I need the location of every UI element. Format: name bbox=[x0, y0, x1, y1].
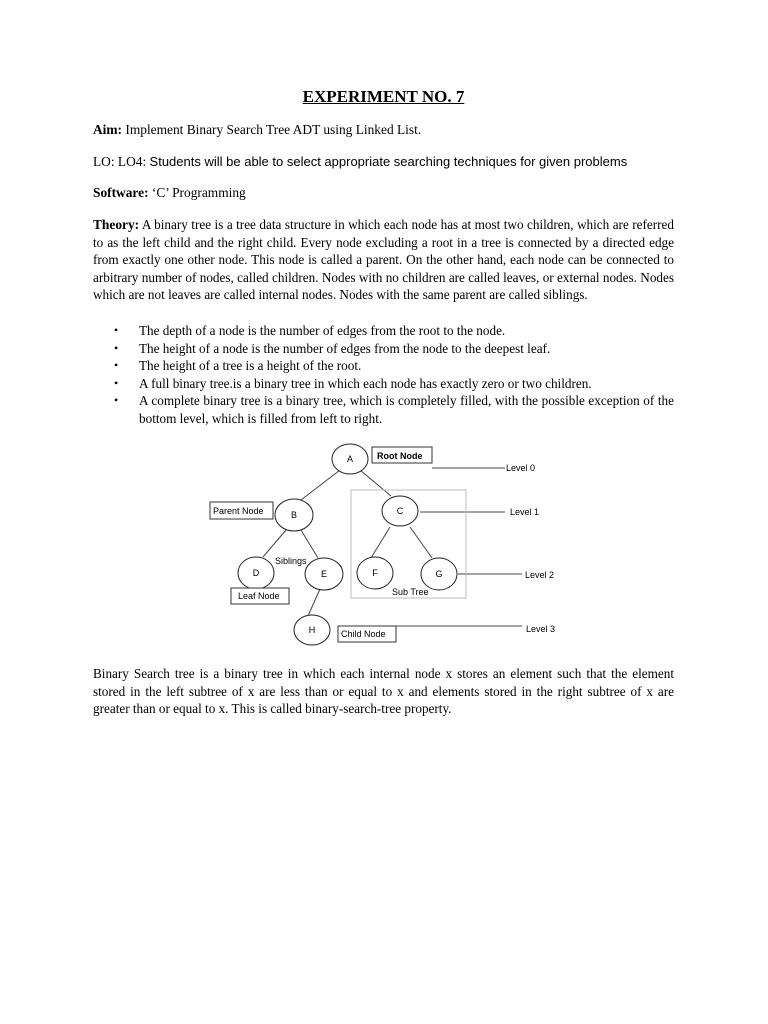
software-label: Software: bbox=[93, 185, 149, 200]
node-c-label: C bbox=[396, 506, 404, 516]
tree-nodes bbox=[238, 444, 457, 645]
theory-text: A binary tree is a tree data structure in which each node has at most two children, which are referred to as the left child and the right child. Every node excluding a root in a tree is connected by a directed edge from exactly one other node. This node is called a parent. On the other hand, each node can be connected to arbitrary number of nodes, called children. Nodes with no children are called leaves, or external nodes. Nodes which are not leaves are called internal nodes. Nodes with the same parent are called siblings. bbox=[93, 217, 674, 303]
bullet-icon: • bbox=[114, 340, 119, 355]
siblings-label: Siblings bbox=[275, 556, 307, 566]
node-d-label: D bbox=[252, 568, 260, 578]
theory-label: Theory: bbox=[93, 217, 140, 232]
child-node-label: Child Node bbox=[341, 629, 386, 639]
edge-c-g bbox=[410, 527, 432, 558]
list-item: • A full binary tree.is a binary tree in which each node has exactly zero or two children. bbox=[114, 375, 592, 391]
edge-b-d bbox=[263, 530, 286, 557]
node-g-label: G bbox=[435, 569, 443, 579]
level-2-label: Level 2 bbox=[525, 570, 555, 580]
lo-text: Students will be able to select appropriate searching techniques for given problems bbox=[149, 154, 628, 169]
list-item: • The depth of a node is the number of edges from the root to the node. bbox=[114, 323, 506, 338]
node-f-label: F bbox=[372, 568, 378, 578]
edge-b-e bbox=[301, 530, 318, 558]
lo-line bbox=[93, 153, 627, 171]
aim-label: Aim: bbox=[93, 122, 123, 137]
edge-a-b bbox=[301, 470, 340, 500]
node-a-label: A bbox=[346, 454, 354, 464]
level-1-label: Level 1 bbox=[510, 507, 540, 517]
aim-line bbox=[93, 121, 421, 139]
list-item: • The height of a node is the number of edges from the node to the deepest leaf. bbox=[114, 340, 551, 356]
leaf-node-label: Leaf Node bbox=[238, 591, 280, 601]
aim-text: Implement Binary Search Tree ADT using Linked List. bbox=[125, 122, 422, 137]
root-node-label: Root Node bbox=[377, 451, 423, 461]
level-0-label: Level 0 bbox=[506, 463, 536, 473]
bullet-list bbox=[93, 322, 674, 428]
bst-paragraph: Binary Search tree is a binary tree in which each internal node x stores an element such that the element stored in the left subtree of x are less than or equal to x and elements stored in the right subtree of x are greater than or equal to x. This is called binary-search-tree property. bbox=[93, 666, 674, 717]
list-item: • A complete binary tree is a binary tree, which is completely filled, with the possible exception of the bottom level, which is filled from left to right. bbox=[114, 393, 674, 426]
bullet-icon: • bbox=[114, 393, 119, 408]
tree-edges bbox=[263, 468, 522, 626]
lo-label: LO: LO4: bbox=[93, 154, 147, 169]
bullet-icon: • bbox=[114, 358, 119, 373]
node-b-label: B bbox=[290, 510, 298, 520]
binary-tree-diagram bbox=[200, 434, 560, 652]
bullet-icon: • bbox=[114, 323, 119, 337]
theory-paragraph bbox=[93, 216, 674, 304]
edge-a-c bbox=[360, 470, 391, 496]
edge-e-h bbox=[308, 589, 320, 616]
node-h-label: H bbox=[308, 625, 316, 635]
list-item: • The height of a tree is a height of the root. bbox=[114, 358, 362, 374]
bullet-icon: • bbox=[114, 375, 119, 390]
sub-tree-label: Sub Tree bbox=[392, 587, 429, 597]
software-text: ‘C’ Programming bbox=[151, 185, 246, 200]
page-title: EXPERIMENT NO. 7 bbox=[302, 87, 465, 106]
edge-c-f bbox=[371, 527, 390, 558]
level-3-label: Level 3 bbox=[526, 624, 556, 634]
software-line bbox=[93, 184, 246, 202]
node-e-label: E bbox=[320, 569, 328, 579]
parent-node-label: Parent Node bbox=[213, 506, 264, 516]
